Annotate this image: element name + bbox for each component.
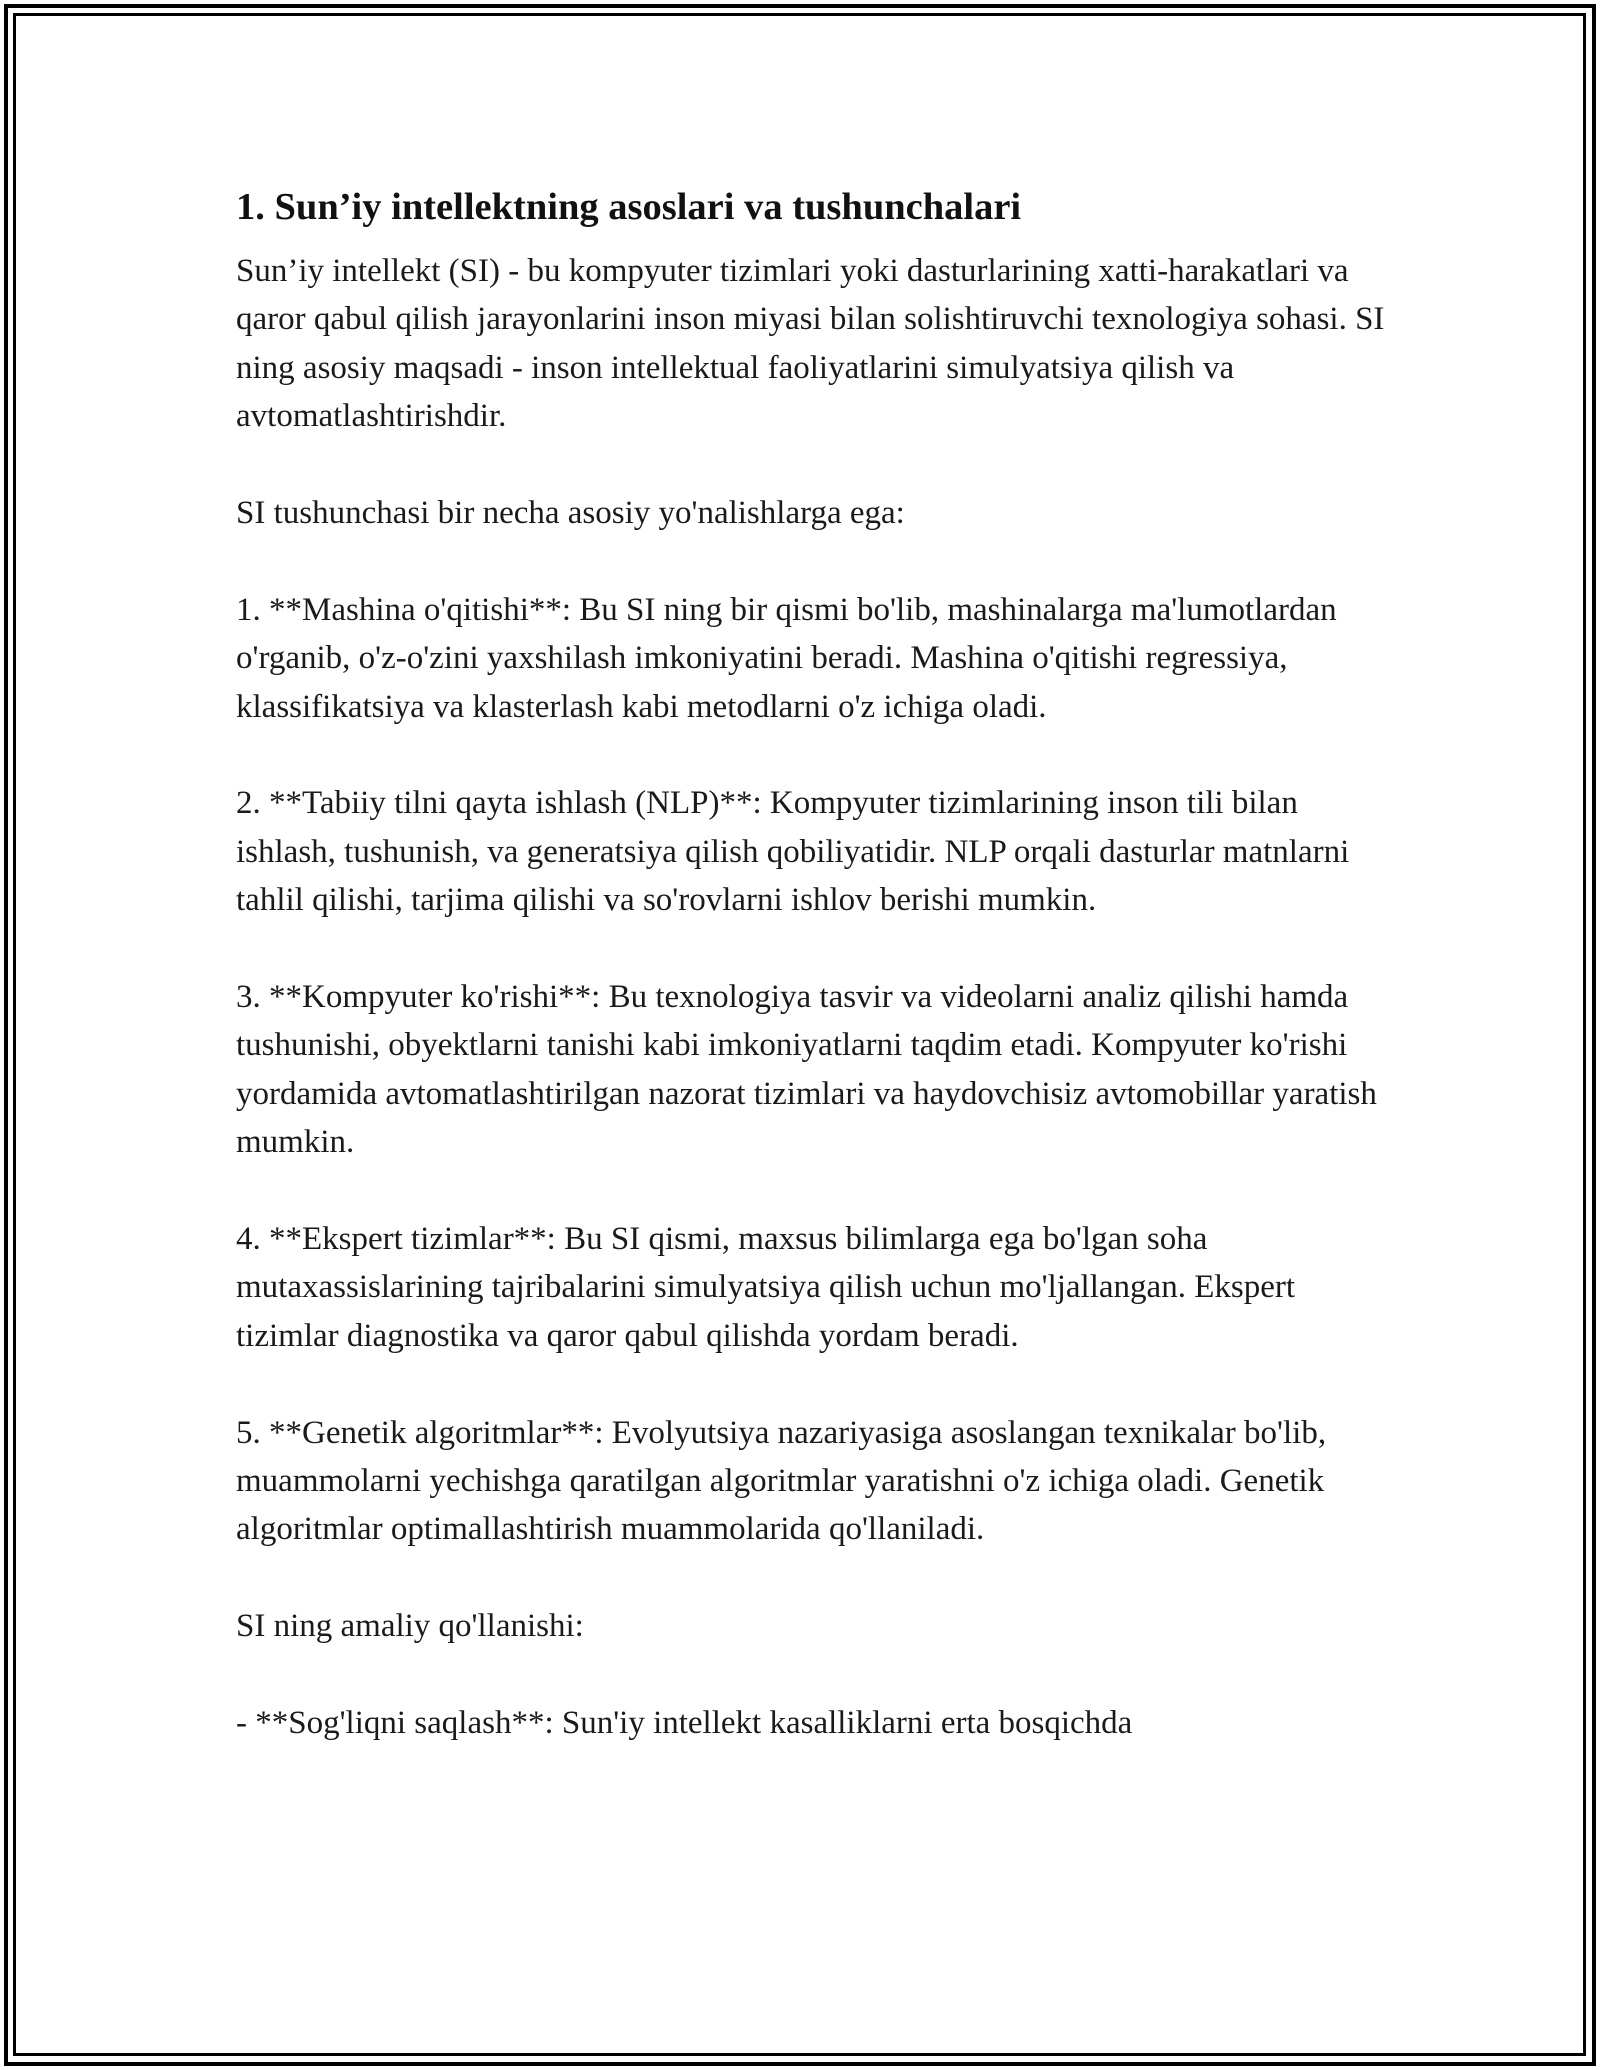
bullet-item-healthcare: - **Sog'liqni saqlash**: Sun'iy intellekt kasalliklarni erta bosqichda [236,1705,1133,1742]
list-item-computer-vision: 3. **Kompyuter ko'rishi**: Bu texnologiya tasvir va videolarni analiz qilishi hamda tushunishi, obyektlarni tanishi kabi imkoniyatlarni taqdim etadi. Kompyuter ko'rishi yordamida avtomatlashtirilgan nazorat tizimlari va haydovchisiz avtomobillar yaratish mumkin. [236,979,1377,1161]
list-item-machine-learning: 1. **Mashina o'qitishi**: Bu SI ning bir qismi bo'lib, mashinalarga ma'lumotlardan o'rganib, o'z-o'zini yaxshilash imkoniyatini beradi. Mashina o'qitishi regressiya, klassifikatsiya va klasterlash kabi metodlarni o'z ichiga oladi. [236,591,1337,725]
list-item-genetic-algorithms: 5. **Genetik algoritmlar**: Evolyutsiya nazariyasiga asoslangan texnikalar bo'lib, muammolarni yechishga qaratilgan algoritmlar yaratishni o'z ichiga oladi. Genetik algoritmlar optimallashtirish muammolarida qo'llaniladi. [236,1414,1327,1548]
section-heading: 1. Sun’iy intellektning asoslari va tushunchalari [236,186,1022,228]
list-item-nlp: 2. **Tabiiy tilni qayta ishlash (NLP)**: Kompyuter tizimlarining inson tili bilan ishlash, tushunish, va generatsiya qilish qobiliyatidir. NLP orqali dasturlar matnlarni tahlil qilishi, tarjima qilishi va so'rovlarni ishlov berishi mumkin. [236,785,1350,919]
document-body [236,183,1386,1747]
paragraph-applications-lead: SI ning amaliy qo'llanishi: [236,1608,584,1645]
paragraph-directions-lead: SI tushunchasi bir necha asosiy yo'nalishlarga ega: [236,495,905,532]
paragraph-intro: Sun’iy intellekt (SI) - bu kompyuter tizimlari yoki dasturlarining xatti-harakatlari va qaror qabul qilish jarayonlarini inson miyasi bilan solishtiruvchi texnologiya sohasi. SI ning asosiy maqsadi - inson intellektual faoliyatlarini simulyatsiya qilish va avtomatlashtirishdir. [236,253,1385,435]
list-item-expert-systems: 4. **Ekspert tizimlar**: Bu SI qismi, maxsus bilimlarga ega bo'lgan soha mutaxassislarining tajribalarini simulyatsiya qilish uchun mo'ljallangan. Ekspert tizimlar diagnostika va qaror qabul qilishda yordam beradi. [236,1221,1295,1354]
